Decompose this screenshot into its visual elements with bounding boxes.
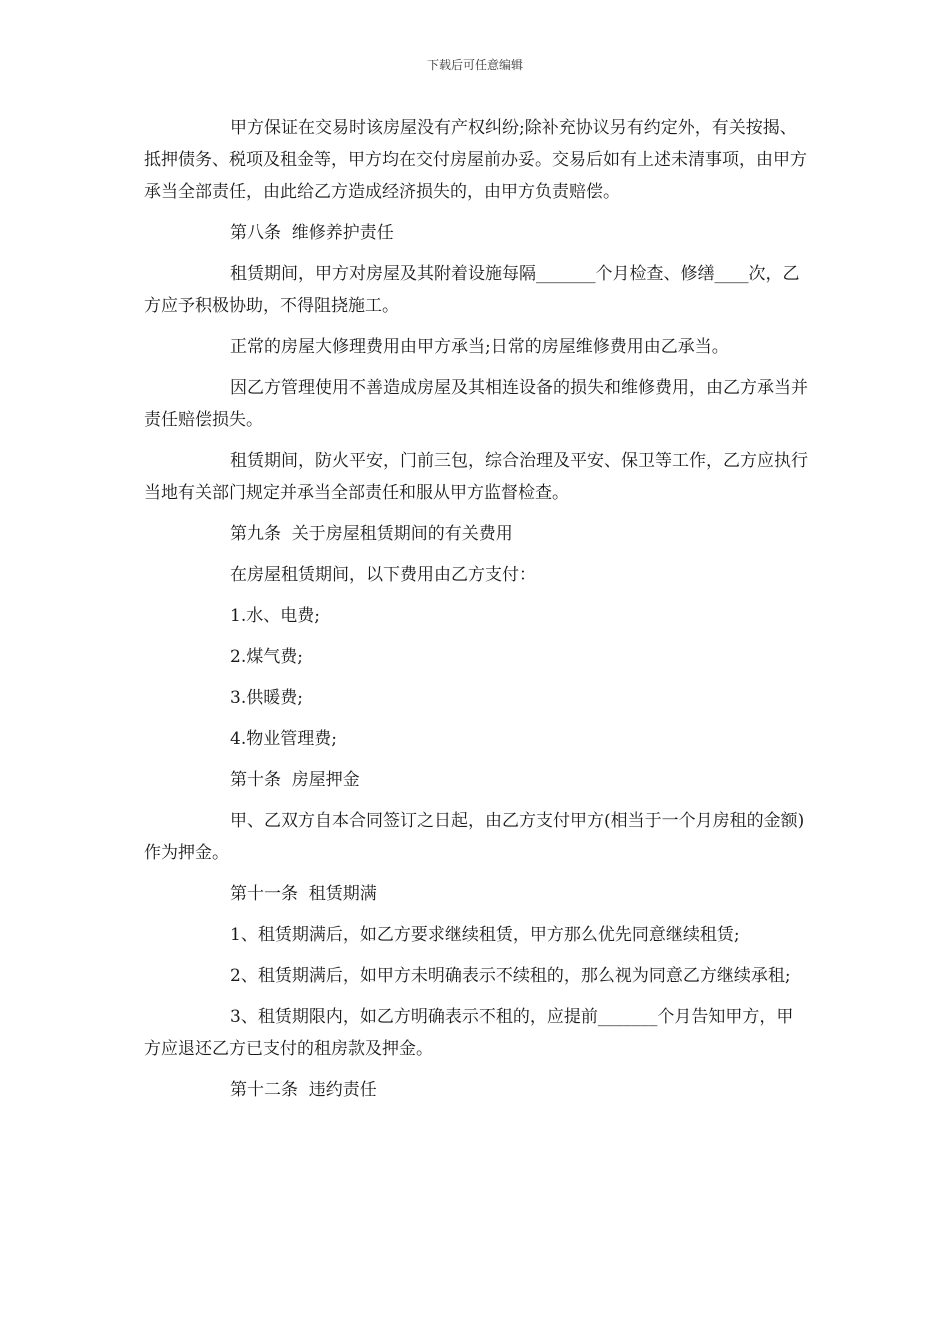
list-item-gas: 2.煤气费; [230, 647, 303, 667]
paragraph-repair-costs: 正常的房屋大修理费用由甲方承当;日常的房屋维修费用由乙承当。 [230, 337, 729, 357]
article-12-heading: 第十二条 违约责任 [230, 1080, 377, 1100]
article-9-heading: 第九条 关于房屋租赁期间的有关费用 [230, 524, 513, 544]
page-header: 下载后可任意编辑 [426, 58, 523, 72]
article-10-heading: 第十条 房屋押金 [230, 770, 360, 790]
article-11-heading: 第十一条 租赁期满 [230, 884, 377, 904]
document-body [144, 112, 809, 1115]
paragraph-inspection: 租赁期间，甲方对房屋及其附着设施每隔_______个月检查、修缮____次，乙方应予积极协助，不得阻挠施工。 [144, 264, 800, 316]
paragraph-safety: 租赁期间，防火平安，门前三包，综合治理及平安、保卫等工作，乙方应执行当地有关部门规定并承当全部责任和服从甲方监督检查。 [144, 451, 808, 503]
paragraph-expiry-3: 3、租赁期限内，如乙方明确表示不租的，应提前_______个月告知甲方，甲方应退还乙方已支付的租房款及押金。 [144, 1007, 794, 1059]
paragraph-deposit: 甲、乙双方自本合同签订之日起，由乙方支付甲方(相当于一个月房租的金额)作为押金。 [144, 811, 805, 863]
paragraph-damage: 因乙方管理使用不善造成房屋及其相连设备的损失和维修费用，由乙方承当并责任赔偿损失。 [144, 378, 808, 430]
paragraph-expiry-2: 2、租赁期满后，如甲方未明确表示不续租的，那么视为同意乙方继续承租; [230, 966, 791, 986]
paragraph-warranty: 甲方保证在交易时该房屋没有产权纠纷;除补充协议另有约定外，有关按揭、抵押债务、税项及租金等，甲方均在交付房屋前办妥。交易后如有上述未清事项，由甲方承当全部责任，由此给乙方造成经济损失的，由甲方负责赔偿。 [144, 118, 807, 202]
list-item-utilities: 1.水、电费; [230, 606, 320, 626]
paragraph-expiry-1: 1、租赁期满后，如乙方要求继续租赁，甲方那么优先同意继续租赁; [230, 925, 740, 945]
list-item-heating: 3.供暖费; [230, 688, 303, 708]
paragraph-fees-intro: 在房屋租赁期间，以下费用由乙方支付： [230, 565, 536, 585]
article-8-heading: 第八条 维修养护责任 [230, 223, 394, 243]
list-item-property-mgmt: 4.物业管理费; [230, 729, 337, 749]
